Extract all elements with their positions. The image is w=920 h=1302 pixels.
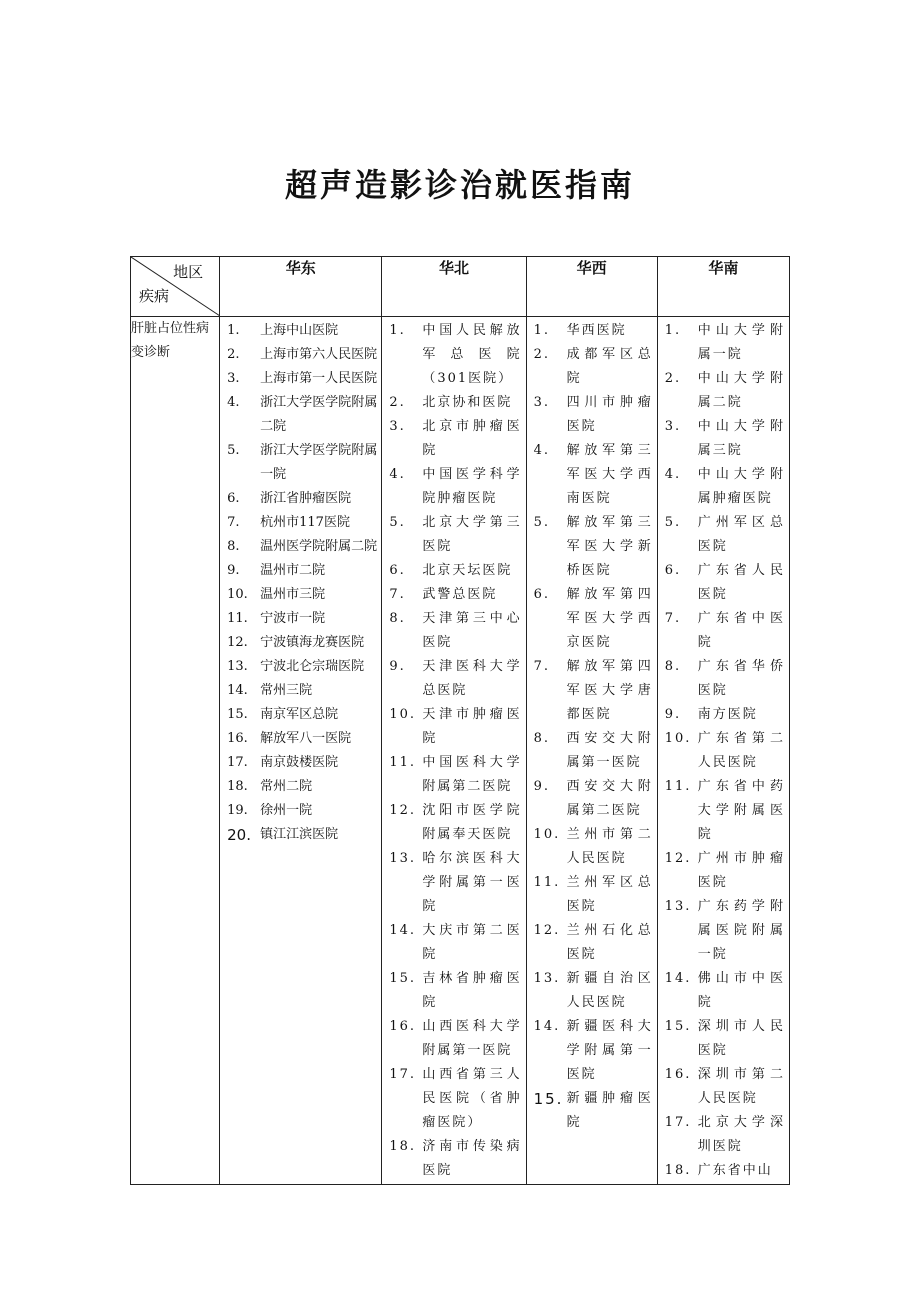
hospital-list-item [527,319,653,343]
list-item-number: 4. [227,395,240,410]
hospital-name: 深圳市第二人民医院 [697,1067,785,1106]
hospital-name: 广东省中药大学附属医院 [697,779,785,842]
corner-header-cell [131,257,220,317]
hospital-list-item [658,703,785,727]
list-item-number: 2. [227,347,240,362]
list-item-number: 8. [533,731,550,746]
list-item-number: 3. [227,371,240,386]
hospital-name: 广东省第二人民医院 [697,731,785,770]
hospital-name: 中山大学附属一院 [697,323,785,362]
hospital-list-item [382,415,521,463]
hospital-list-item [382,799,521,847]
hospital-list-item [382,319,521,391]
list-item-number: 7. [227,515,240,530]
west-hospitals-cell [526,317,657,1185]
hospital-name: 中山大学附属二院 [697,371,785,410]
hospital-name: 常州三院 [260,683,313,698]
hospital-list-item [220,775,377,799]
list-item-number: 10. [533,827,561,842]
hospital-list-item [658,1015,785,1063]
hospital-list-item [382,583,521,607]
hospital-name: 天津第三中心医院 [422,611,522,650]
hospital-name: 兰州市第二人民医院 [566,827,653,866]
list-item-number: 3. [664,419,682,434]
hospital-name: 中国医学科学院肿瘤医院 [422,467,522,506]
list-item-number: 16. [664,1067,692,1082]
list-item-number: 15. [664,1019,692,1034]
hospital-name: 宁波镇海龙赛医院 [260,635,365,650]
hospital-list-item [527,727,653,775]
hospital-list-item [658,367,785,415]
hospital-name: 北京大学第三医院 [422,515,522,554]
hospital-name: 南京军区总院 [260,707,339,722]
hospital-list-item [658,463,785,511]
hospital-name: 广东省中医院 [697,611,785,650]
hospital-name: 镇江江滨医院 [260,827,339,842]
corner-region-label: 地区 [173,263,204,281]
hospital-name: 新疆自治区人民医院 [566,971,653,1010]
hospital-name: 宁波市一院 [260,611,326,626]
table-body-row [131,317,790,1185]
hospital-list-item [382,919,521,967]
list-item-number: 19. [227,803,248,818]
hospital-name: 吉林省肿瘤医院 [422,971,522,1010]
hospital-name: 武警总医院 [422,587,498,602]
hospital-name: 中山大学附属三院 [697,419,785,458]
list-item-number: 13. [389,851,417,866]
list-item-number: 14. [227,683,248,698]
hospital-list-item [527,655,653,727]
list-item-number: 7. [389,587,406,602]
list-item-number: 16. [389,1019,417,1034]
hospital-name: 徐州一院 [260,803,313,818]
hospital-list-item [527,967,653,1015]
corner-disease-label: 疾病 [139,287,170,305]
list-item-number: 3. [389,419,406,434]
list-item-number: 11. [533,875,561,890]
hospital-name: 沈阳市医学院附属奉天医院 [422,803,522,842]
list-item-number: 18. [664,1163,692,1178]
hospital-name: 解放军第三军医大学新桥医院 [566,515,653,578]
hospital-list-item [658,847,785,895]
list-item-number: 17. [389,1067,417,1082]
list-item-number: 6. [227,491,240,506]
hospital-name: 温州市三院 [260,587,326,602]
hospital-list-item [527,439,653,511]
hospital-list-item [658,1111,785,1159]
hospital-list-item [527,583,653,655]
hospital-name: 宁波北仑宗瑞医院 [260,659,365,674]
north-hospitals-cell [382,317,526,1185]
hospital-name: 深圳市人民医院 [697,1019,785,1058]
hospital-list-item [527,871,653,919]
region-header-east: 华东 [220,257,382,317]
list-item-number: 10. [389,707,417,722]
list-item-number: 9. [664,707,682,722]
hospital-guide-table [130,256,790,1185]
hospital-list-item [220,751,377,775]
hospital-name: 佛山市中医院 [697,971,785,1010]
hospital-list-item [220,703,377,727]
hospital-list-item [220,631,377,655]
hospital-name: 浙江省肿瘤医院 [260,491,352,506]
list-item-number: 7. [533,659,550,674]
hospital-list-item [382,607,521,655]
region-header-south: 华南 [657,257,789,317]
north-hospital-list [382,317,525,1183]
hospital-list-item [382,847,521,919]
list-item-number: 11. [664,779,692,794]
hospital-name: 兰州石化总医院 [566,923,653,962]
hospital-name: 广州军区总医院 [697,515,785,554]
east-hospitals-cell [220,317,382,1185]
hospital-name: 济南市传染病医院 [422,1139,522,1178]
list-item-number: 13. [533,971,561,986]
hospital-name: 解放军八一医院 [260,731,352,746]
hospital-list-item [658,415,785,463]
hospital-list-item [658,559,785,607]
hospital-name: 北京协和医院 [422,395,513,410]
hospital-name: 广东省华侨医院 [697,659,785,698]
list-item-number: 18. [227,779,248,794]
hospital-name: 山西医科大学附属第一医院 [422,1019,522,1058]
hospital-name: 山西省第三人民医院（省肿瘤医院） [422,1067,522,1130]
hospital-name: 广东省人民医院 [697,563,785,602]
list-item-number: 12. [533,923,561,938]
hospital-list-item [527,775,653,823]
hospital-list-item [527,919,653,967]
hospital-name: 北京天坛医院 [422,563,513,578]
list-item-number: 8. [227,539,240,554]
hospital-name: 温州医学院附属二院 [260,539,378,554]
hospital-name: 北京市肿瘤医院 [422,419,522,458]
hospital-name: 杭州市117医院 [260,515,350,530]
table-header-row [131,257,790,317]
list-item-number: 15. [389,971,417,986]
hospital-list-item [658,1159,785,1183]
list-item-number: 5. [389,515,406,530]
page-title: 超声造影诊治就医指南 [284,166,635,204]
hospital-list-item [527,343,653,391]
hospital-name: 上海市第六人民医院 [260,347,378,362]
list-item-number: 6. [389,563,406,578]
list-item-number: 10. [664,731,692,746]
hospital-name: 成都军区总院 [566,347,653,386]
hospital-list-item [220,727,377,751]
hospital-list-item [382,1135,521,1183]
hospital-name: 新疆医科大学附属第一医院 [566,1019,653,1082]
list-item-number: 13. [664,899,692,914]
list-item-number: 9. [389,659,406,674]
hospital-list-item [382,559,521,583]
list-item-number: 6. [664,563,682,578]
list-item-number: 6. [533,587,550,602]
hospital-name: 中国医科大学附属第二医院 [422,755,522,794]
hospital-list-item [382,1015,521,1063]
hospital-list-item [658,727,785,775]
west-hospital-list [527,317,657,1135]
list-item-number: 5. [227,443,240,458]
list-item-number: 14. [664,971,692,986]
hospital-name: 华西医院 [566,323,627,338]
list-item-number: 4. [533,443,550,458]
hospital-name: 大庆市第二医院 [422,923,522,962]
hospital-name: 新疆肿瘤医院 [566,1091,653,1130]
region-header-north: 华北 [382,257,526,317]
hospital-name: 南京鼓楼医院 [260,755,339,770]
list-item-number: 9. [533,779,550,794]
hospital-list-item [382,391,521,415]
list-item-number: 9. [227,563,240,578]
hospital-list-item [658,511,785,559]
hospital-list-item [220,607,377,631]
hospital-list-item [527,511,653,583]
hospital-name: 广州市肿瘤医院 [697,851,785,890]
hospital-list-item [220,319,377,343]
hospital-name: 广东药学附属医院附属一院 [697,899,785,962]
list-item-number: 14. [533,1019,561,1034]
hospital-name: 解放军第三军医大学西南医院 [566,443,653,506]
hospital-list-item [382,967,521,1015]
list-item-number: 1. [533,323,550,338]
hospital-list-item [527,1015,653,1087]
hospital-list-item [220,559,377,583]
hospital-list-item [382,655,521,703]
list-item-number: 14. [389,923,417,938]
list-item-number: 16. [227,731,248,746]
hospital-name: 上海市第一人民医院 [260,371,378,386]
hospital-name: 哈尔滨医科大学附属第一医院 [422,851,522,914]
hospital-list-item [527,1087,653,1135]
hospital-list-item [382,1063,521,1135]
list-item-number: 15. [533,1090,564,1108]
hospital-name: 广东省中山 [697,1163,773,1178]
hospital-list-item [382,751,521,799]
region-header-west: 华西 [526,257,657,317]
south-hospitals-cell [657,317,789,1185]
hospital-list-item [658,655,785,703]
east-hospital-list [220,317,381,847]
hospital-name: 中国人民解放军总医院（301医院） [422,323,522,386]
hospital-name: 天津市肿瘤医院 [422,707,522,746]
list-item-number: 18. [389,1139,417,1154]
list-item-number: 8. [389,611,406,626]
list-item-number: 10. [227,587,248,602]
list-item-number: 13. [227,659,248,674]
hospital-list-item [220,679,377,703]
hospital-name: 浙江大学医学院附属一院 [260,443,378,482]
hospital-list-item [220,823,377,847]
list-item-number: 17. [227,755,248,770]
list-item-number: 15. [227,707,248,722]
hospital-list-item [220,511,377,535]
hospital-name: 兰州军区总医院 [566,875,653,914]
hospital-list-item [220,343,377,367]
hospital-list-item [220,391,377,439]
hospital-name: 中山大学附属肿瘤医院 [697,467,785,506]
list-item-number: 5. [533,515,550,530]
south-hospital-list [658,317,789,1183]
hospital-name: 浙江大学医学院附属二院 [260,395,378,434]
list-item-number: 1. [664,323,682,338]
list-item-number: 12. [664,851,692,866]
hospital-list-item [658,895,785,967]
hospital-name: 解放军第四军医大学唐都医院 [566,659,653,722]
hospital-list-item [382,703,521,751]
hospital-list-item [658,967,785,1015]
list-item-number: 12. [389,803,417,818]
hospital-name: 天津医科大学总医院 [422,659,522,698]
hospital-name: 北京大学深圳医院 [697,1115,785,1154]
list-item-number: 4. [389,467,406,482]
hospital-list-item [220,367,377,391]
hospital-name: 温州市二院 [260,563,326,578]
hospital-list-item [382,511,521,559]
list-item-number: 8. [664,659,682,674]
list-item-number: 2. [389,395,406,410]
list-item-number: 11. [227,611,248,626]
hospital-list-item [220,583,377,607]
hospital-list-item [658,1063,785,1111]
list-item-number: 1. [227,323,240,338]
hospital-list-item [220,535,377,559]
hospital-name: 四川市肿瘤医院 [566,395,653,434]
hospital-list-item [220,439,377,487]
hospital-list-item [220,487,377,511]
hospital-name: 常州二院 [260,779,313,794]
hospital-name: 南方医院 [697,707,758,722]
hospital-list-item [658,319,785,367]
hospital-list-item [658,775,785,847]
list-item-number: 2. [533,347,550,362]
hospital-list-item [220,655,377,679]
list-item-number: 5. [664,515,682,530]
list-item-number: 17. [664,1115,692,1130]
list-item-number: 7. [664,611,682,626]
hospital-list-item [382,463,521,511]
hospital-name: 解放军第四军医大学西京医院 [566,587,653,650]
list-item-number: 3. [533,395,550,410]
disease-cell: 肝脏占位性病变诊断 [131,317,220,1185]
list-item-number: 20. [227,826,251,844]
hospital-list-item [527,823,653,871]
list-item-number: 12. [227,635,248,650]
list-item-number: 11. [389,755,417,770]
hospital-name: 西安交大附属第二医院 [566,779,653,818]
list-item-number: 1. [389,323,406,338]
list-item-number: 4. [664,467,682,482]
hospital-list-item [527,391,653,439]
hospital-list-item [658,607,785,655]
list-item-number: 2. [664,371,682,386]
hospital-name: 上海中山医院 [260,323,339,338]
hospital-name: 西安交大附属第一医院 [566,731,653,770]
hospital-list-item [220,799,377,823]
